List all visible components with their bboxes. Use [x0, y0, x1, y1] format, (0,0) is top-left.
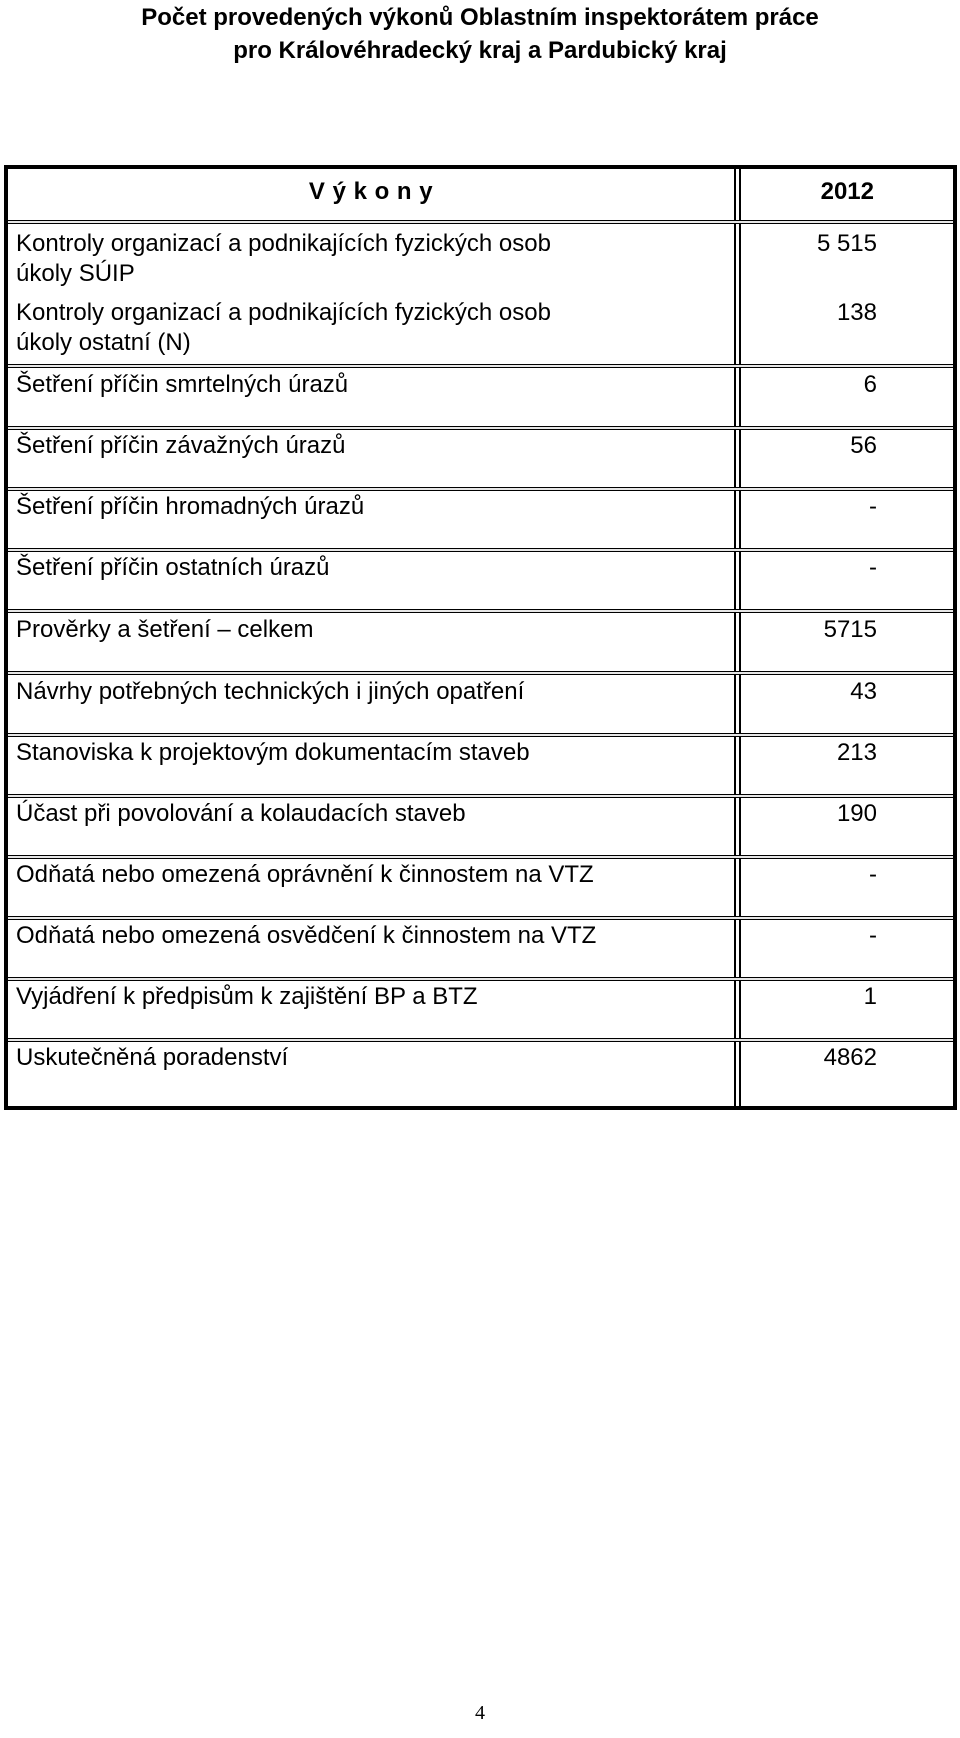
table-row-value: 4862 [823, 1044, 877, 1071]
table-header-year: 2012 [820, 178, 874, 205]
table-row-value: 190 [836, 800, 877, 827]
table-row-label: Účast při povolování a kolaudacích staveb [16, 800, 466, 827]
table-row-value: - [869, 493, 877, 520]
table-row-value: - [869, 554, 877, 581]
table-row-label: Kontroly organizací a podnikajících fyzických osob úkoly SÚIP [16, 230, 551, 287]
table-row-label: Odňatá nebo omezená osvědčení k činnostem na VTZ [16, 922, 597, 949]
row-divider [8, 426, 953, 430]
table-row-label: Vyjádření k předpisům k zajištění BP a BTZ [16, 983, 478, 1010]
row-divider [8, 916, 953, 920]
table-row-label: Kontroly organizací a podnikajících fyzických osob úkoly ostatní (N) [16, 299, 551, 356]
table-row-label: Návrhy potřebných technických i jiných opatření [16, 678, 525, 705]
row-divider [8, 733, 953, 737]
table-row-label: Šetření příčin závažných úrazů [16, 432, 346, 459]
row-divider [8, 1038, 953, 1042]
row-divider [8, 977, 953, 981]
table-row-value: 6 [863, 371, 877, 398]
table-row-label: Šetření příčin hromadných úrazů [16, 493, 365, 520]
column-divider [734, 169, 741, 1106]
row-divider [8, 364, 953, 368]
row-divider [8, 794, 953, 798]
page-number: 4 [475, 1702, 485, 1724]
row-divider [8, 855, 953, 859]
table-row-label: Odňatá nebo omezená oprávnění k činnostem na VTZ [16, 861, 594, 888]
row-divider [8, 671, 953, 675]
table-row-value: 5 515 [816, 230, 877, 257]
table-row-value: 5715 [823, 616, 877, 643]
table-row-value: - [869, 922, 877, 949]
title-line-2: pro Královéhradecký kraj a Pardubický kraj [233, 37, 727, 64]
row-divider [8, 609, 953, 613]
row-divider [8, 548, 953, 552]
row-divider [8, 220, 953, 224]
table-row-value: 56 [850, 432, 877, 459]
table-row-label: Šetření příčin smrtelných úrazů [16, 371, 349, 398]
table-row-label: Prověrky a šetření – celkem [16, 616, 314, 643]
table-row-value: 1 [863, 983, 877, 1010]
table-row-label: Uskutečněná poradenství [16, 1044, 289, 1071]
table-row-label: Šetření příčin ostatních úrazů [16, 554, 330, 581]
table-header-label: V ý k o n y [308, 178, 434, 205]
performance-table [4, 165, 957, 1110]
row-divider [8, 487, 953, 491]
table-row-value: 138 [836, 299, 877, 326]
table-row-label: Stanoviska k projektovým dokumentacím staveb [16, 739, 530, 766]
table-row-value: - [869, 861, 877, 888]
title-line-1: Počet provedených výkonů Oblastním inspektorátem práce [141, 4, 819, 31]
table-row-value: 43 [850, 678, 877, 705]
table-row-value: 213 [836, 739, 877, 766]
